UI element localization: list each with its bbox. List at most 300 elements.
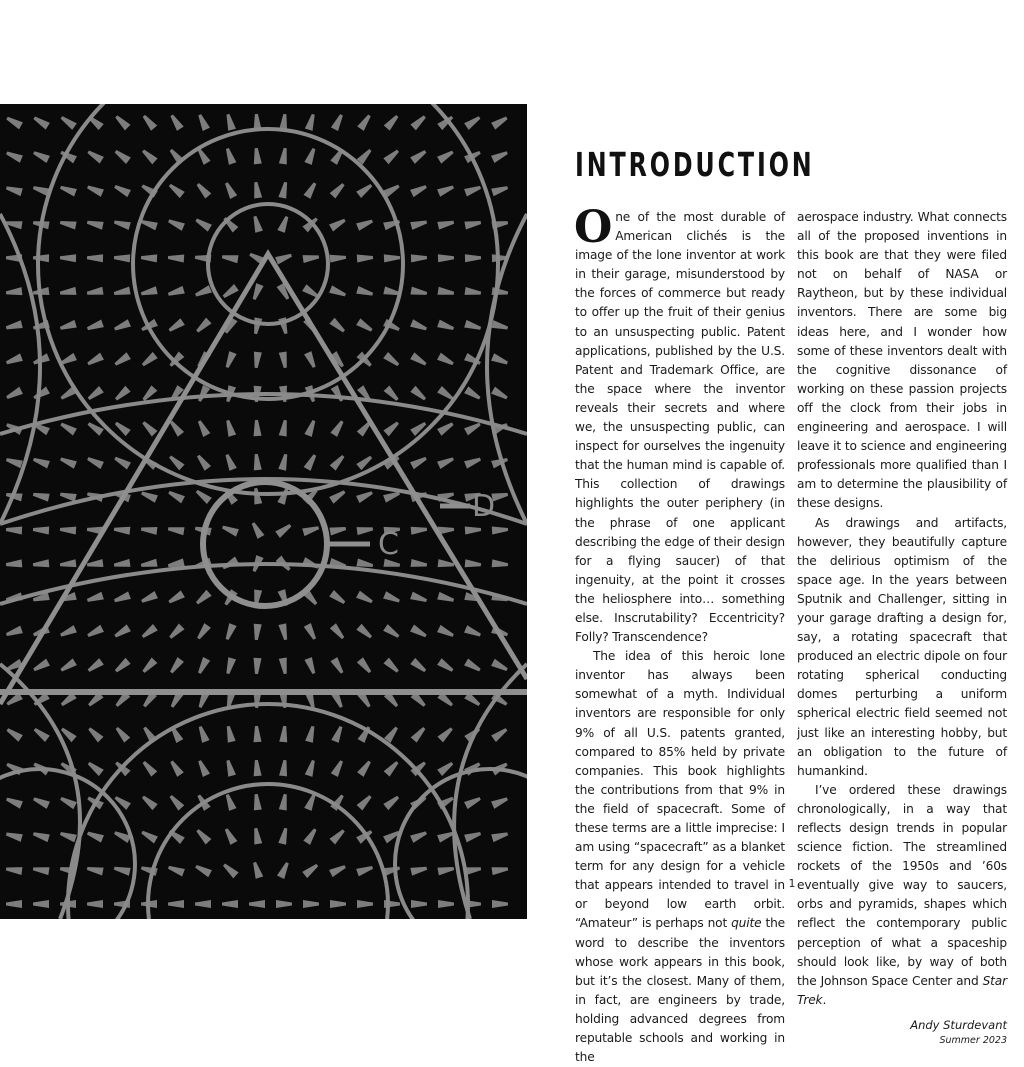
field-arrow xyxy=(329,318,346,335)
field-arrow xyxy=(437,320,455,333)
field-arrow xyxy=(411,525,428,534)
field-arrow xyxy=(279,726,288,743)
field-arrow xyxy=(196,725,209,743)
field-arrow xyxy=(60,254,76,262)
field-arrow xyxy=(194,863,212,878)
field-arrow xyxy=(465,287,482,297)
field-arrow xyxy=(491,659,509,673)
field-arrow xyxy=(357,525,374,535)
field-arrow xyxy=(383,591,401,605)
field-arrow xyxy=(114,254,130,263)
field-arrow xyxy=(384,254,400,263)
field-arrow xyxy=(113,148,131,164)
field-arrow xyxy=(113,420,130,436)
field-arrow xyxy=(279,148,289,165)
field-arrow xyxy=(5,726,23,742)
field-arrow xyxy=(252,352,262,369)
drop-cap: O xyxy=(574,202,613,253)
field-arrow xyxy=(86,829,104,842)
field-arrow xyxy=(464,455,482,468)
field-arrow xyxy=(383,420,400,437)
field-arrow xyxy=(6,559,23,568)
field-arrow xyxy=(491,320,509,332)
field-arrow xyxy=(437,218,454,229)
field-arrow xyxy=(113,658,130,674)
field-arrow xyxy=(86,320,104,333)
field-arrow xyxy=(304,147,317,165)
field-arrow xyxy=(356,318,374,333)
field-arrow xyxy=(304,657,317,675)
field-arrow xyxy=(223,793,236,811)
field-arrow xyxy=(437,726,454,743)
field-arrow xyxy=(141,254,157,263)
field-arrow xyxy=(464,421,482,436)
field-arrow xyxy=(465,525,482,534)
field-arrow xyxy=(410,455,428,470)
field-arrow xyxy=(438,559,455,569)
field-arrow xyxy=(86,218,103,229)
field-arrow xyxy=(32,659,50,674)
field-arrow xyxy=(141,759,158,776)
field-arrow xyxy=(278,181,289,198)
field-arrow xyxy=(329,863,347,877)
field-arrow xyxy=(5,795,23,808)
top-concentric-ring-2 xyxy=(133,129,403,399)
field-arrow xyxy=(223,623,236,641)
field-arrow xyxy=(303,253,320,263)
field-arrow xyxy=(196,759,210,777)
left-arc xyxy=(0,214,40,524)
field-arrow xyxy=(492,865,509,875)
field-arrow xyxy=(223,453,237,471)
field-arrow xyxy=(113,114,130,131)
field-arrow xyxy=(5,353,23,366)
field-arrow xyxy=(331,759,345,777)
field-arrow xyxy=(59,183,77,196)
text-page xyxy=(527,0,1024,1065)
field-arrow xyxy=(252,181,262,198)
field-arrow xyxy=(140,148,157,165)
field-arrow xyxy=(491,184,509,196)
field-arrow xyxy=(168,759,184,777)
field-arrow xyxy=(303,900,319,908)
field-arrow xyxy=(356,591,374,606)
field-arrow xyxy=(278,827,289,844)
field-arrow xyxy=(464,795,482,809)
field-arrow xyxy=(331,113,345,131)
field-arrow xyxy=(464,114,482,130)
field-arrow xyxy=(33,254,49,262)
field-arrow xyxy=(59,830,77,843)
field-arrow xyxy=(167,863,185,876)
field-arrow xyxy=(168,900,184,908)
bottom-right-ring xyxy=(395,769,527,919)
paragraph-5-text-b: . xyxy=(822,992,827,1007)
field-arrow xyxy=(195,623,211,641)
field-arrow xyxy=(252,624,261,641)
field-arrow xyxy=(87,900,103,908)
field-arrow xyxy=(356,217,374,230)
field-arrow xyxy=(304,351,318,369)
field-arrow xyxy=(437,625,455,639)
field-arrow xyxy=(32,830,50,842)
paragraph-2 xyxy=(575,647,785,1067)
field-arrow xyxy=(140,794,157,810)
field-arrow xyxy=(167,318,185,334)
field-arrow xyxy=(357,254,373,263)
field-arrow xyxy=(32,865,49,875)
field-arrow xyxy=(5,387,23,401)
field-arrow xyxy=(438,900,454,908)
field-arrow xyxy=(279,793,289,810)
field-arrow xyxy=(221,284,239,300)
field-arrow xyxy=(252,420,261,437)
field-arrow xyxy=(464,219,481,230)
field-arrow xyxy=(113,455,131,470)
field-arrow xyxy=(86,592,104,604)
field-arrow xyxy=(465,559,482,568)
field-arrow xyxy=(60,559,77,569)
field-arrow xyxy=(224,725,235,742)
field-arrow xyxy=(384,385,401,402)
field-arrow xyxy=(33,900,49,908)
label-c: C xyxy=(378,527,399,562)
field-arrow xyxy=(383,624,401,640)
field-arrow xyxy=(167,525,184,535)
field-arrow xyxy=(252,760,261,777)
field-arrow xyxy=(250,283,263,301)
field-arrow xyxy=(167,489,185,504)
field-arrow xyxy=(410,319,428,332)
field-arrow xyxy=(438,254,454,263)
field-lines xyxy=(0,104,527,919)
field-arrow xyxy=(437,353,455,368)
field-arrow xyxy=(195,827,212,844)
field-arrow xyxy=(252,726,261,742)
field-arrow xyxy=(357,113,373,131)
field-arrow xyxy=(277,861,291,879)
field-arrow xyxy=(330,657,345,675)
field-arrow xyxy=(383,148,400,165)
field-arrow xyxy=(33,559,50,568)
signature-date: Summer 2023 xyxy=(939,1034,1007,1046)
field-arrow xyxy=(6,287,23,297)
field-arrow xyxy=(5,184,23,196)
field-arrow xyxy=(195,900,211,908)
top-concentric-ring-3 xyxy=(38,104,498,494)
paragraph-2-text-a: The idea of this heroic lone inventor has always been somewhat of a myth. Individual inventors are responsible for only 9% of all U.S. patents granted, compared to 85% held by private companies. This book highlights the contributions from that 9% in the field of spacecraft. Some of these terms are a little imprecise: I am using “spacecraft” as a blanket term for any design for a vehicle that appears intended to travel in or beyond low earth orbit. “Amateur” is perhaps not xyxy=(575,649,785,931)
field-arrow xyxy=(410,287,427,298)
field-arrow xyxy=(464,184,482,197)
field-arrow xyxy=(5,320,22,332)
field-arrow xyxy=(279,657,289,674)
field-arrow xyxy=(411,900,427,908)
field-arrow xyxy=(140,352,157,368)
field-arrow xyxy=(59,658,77,673)
paragraph-5-emphasis: Star Trek xyxy=(797,973,1007,1007)
field-arrow xyxy=(223,181,237,199)
field-arrow xyxy=(224,147,237,165)
field-arrow xyxy=(113,624,131,639)
field-arrow xyxy=(32,490,49,501)
field-arrow xyxy=(251,861,264,879)
field-arrow xyxy=(410,658,428,674)
field-arrow xyxy=(305,725,317,742)
field-arrow xyxy=(437,592,455,604)
field-arrow xyxy=(252,827,262,844)
field-arrow xyxy=(252,794,262,811)
field-arrow xyxy=(384,759,401,776)
field-arrow xyxy=(59,320,77,332)
field-arrow xyxy=(59,455,77,469)
field-arrow xyxy=(252,454,262,471)
field-arrow xyxy=(196,657,210,675)
field-arrow xyxy=(113,864,130,875)
field-arrow xyxy=(86,148,104,163)
field-arrow xyxy=(304,419,317,437)
field-arrow xyxy=(303,827,318,845)
field-arrow xyxy=(252,317,263,334)
field-arrow xyxy=(410,625,428,640)
field-arrow xyxy=(464,625,482,639)
field-arrow xyxy=(60,287,77,297)
field-arrow xyxy=(411,254,427,263)
paragraph-1-text: ne of the most durable of American clichés is the image of the lone inventor at work in their garage, misunderstood by the forces of commerce but ready to offer up the fruit of their genius to an unsuspecting public. Patent applications, published by the U.S. Patent and Trademark Office, are the space where the inventor reveals their secrets and where we, the unsuspecting public, can inspect for ourselves the ingenuity that the human mind is capable of. This collection of drawings highlights the outer periphery (in the phrase of one applicant describing the edge of their design for a flying saucer) of that ingenuity, at the point it crosses the heliosphere into… something else. Inscrutability? Eccentricity? Folly? Transcendence? xyxy=(575,210,785,645)
field-arrow xyxy=(168,253,184,262)
field-arrow xyxy=(437,865,454,876)
field-arrow xyxy=(331,385,346,403)
field-arrow xyxy=(167,454,184,471)
field-arrow xyxy=(140,829,158,844)
paragraph-5 xyxy=(797,781,1007,1010)
field-arrow xyxy=(114,725,130,742)
field-arrow xyxy=(168,657,184,675)
field-arrow xyxy=(279,760,289,777)
field-arrow xyxy=(330,181,347,198)
field-arrow xyxy=(410,592,428,605)
field-arrow xyxy=(278,453,289,470)
field-arrow xyxy=(464,659,482,674)
field-arrow xyxy=(491,387,509,402)
field-arrow xyxy=(356,624,373,641)
field-arrow xyxy=(275,522,293,538)
field-arrow xyxy=(356,182,374,198)
field-arrow xyxy=(278,623,289,640)
field-arrow xyxy=(491,795,509,809)
field-arrow xyxy=(194,318,211,335)
label-d: D xyxy=(472,489,496,524)
field-arrow xyxy=(356,286,374,298)
field-arrow xyxy=(383,658,400,675)
field-arrow xyxy=(250,521,265,539)
field-arrow xyxy=(113,218,131,230)
field-arrow xyxy=(221,862,238,879)
field-arrow xyxy=(86,455,104,469)
field-arrow xyxy=(113,352,131,367)
author-name: Andy Sturdevant xyxy=(910,1017,1007,1032)
field-arrow xyxy=(304,453,319,471)
field-arrow xyxy=(6,865,23,875)
field-arrow xyxy=(279,351,290,368)
field-arrow xyxy=(86,726,103,743)
field-arrow xyxy=(302,862,320,878)
page-number: 1 xyxy=(788,877,796,890)
field-arrow xyxy=(167,182,184,198)
field-arrow xyxy=(492,900,508,908)
paragraph-4: As drawings and artifacts, however, they beautifully capture the delirious optimism of the space age. In the years between Sputnik and Challenger, sitting in your garage drafting a design for, say, a rotating spacecraft that produced an electric dipole on four rotating spherical conducting domes perturbing a uniform spherical electric field seemed not just like an interesting hobby, but an obligation to the future of humankind. xyxy=(797,515,1007,778)
field-arrow xyxy=(140,489,158,503)
field-arrow xyxy=(59,420,77,435)
field-arrow xyxy=(410,218,428,230)
field-arrow xyxy=(275,251,293,264)
field-arrow xyxy=(330,453,347,470)
field-arrow xyxy=(277,215,290,233)
field-arrow xyxy=(437,287,454,297)
field-arrow xyxy=(222,900,238,908)
field-arrow xyxy=(304,181,319,199)
field-arrow xyxy=(356,489,374,503)
field-arrow xyxy=(305,759,317,777)
field-arrow xyxy=(5,149,23,163)
field-arrow xyxy=(437,658,455,674)
field-arrow xyxy=(86,625,104,639)
field-arrow xyxy=(32,726,50,742)
field-arrow xyxy=(252,148,262,165)
field-arrow xyxy=(59,490,76,502)
paragraph-5-text-a: I’ve ordered these drawings chronologically, in a way that reflects design trends in popular science fiction. The streamlined rockets of the 1950s and ’60s eventually give way to saucers, orbs and pyramids, shapes which reflect the contemporary public perception of what a spaceship should look like, by way of both the Johnson Space Center and xyxy=(797,782,1007,988)
field-arrow xyxy=(410,183,428,197)
field-arrow xyxy=(196,419,211,437)
field-arrow xyxy=(113,591,131,604)
inner-circle-c xyxy=(203,482,327,606)
field-arrow xyxy=(87,254,103,263)
field-arrow xyxy=(330,900,346,908)
equipotential-curve-2 xyxy=(0,479,527,524)
field-arrow xyxy=(167,590,185,605)
field-arrow xyxy=(279,419,289,436)
paragraph-3: aerospace industry. What connects all of the proposed inventions in this book are that they were filed not on behalf of NASA or Raytheon, but by these individual inventors. There are some big ideas here, and I wonder how some of these inventors dealt with the cognitive dissonance of working on these passion projects off the clock from their jobs in engineering and aerospace. I will leave it to science and engineering professionals more qualified than I am to determine the plausibility of these designs. xyxy=(797,210,1007,511)
field-arrow xyxy=(410,864,427,875)
field-arrow xyxy=(194,216,212,231)
field-arrow xyxy=(113,287,130,298)
field-arrow xyxy=(140,218,158,231)
field-arrow xyxy=(329,590,347,606)
field-arrow xyxy=(437,455,455,469)
field-arrow xyxy=(32,114,50,129)
field-arrow xyxy=(86,183,104,197)
field-arrow xyxy=(410,148,428,164)
field-arrow xyxy=(221,253,238,263)
field-arrow xyxy=(331,725,344,743)
field-arrow xyxy=(114,525,131,535)
field-arrow xyxy=(252,658,261,674)
field-arrow xyxy=(491,149,509,163)
field-arrow xyxy=(86,760,104,776)
field-arrow xyxy=(141,420,158,437)
field-arrow xyxy=(168,113,183,131)
field-arrow xyxy=(196,113,210,131)
field-arrow xyxy=(141,113,157,130)
field-arrow xyxy=(437,420,455,435)
field-arrow xyxy=(141,525,158,535)
field-arrow xyxy=(224,759,236,777)
field-arrow xyxy=(6,900,22,908)
field-arrow xyxy=(32,149,50,163)
field-arrow xyxy=(410,829,428,843)
field-arrow xyxy=(113,319,131,333)
field-arrow xyxy=(330,253,347,262)
field-arrow xyxy=(223,351,236,369)
field-arrow xyxy=(276,900,292,908)
field-arrow xyxy=(410,386,427,402)
field-arrow xyxy=(305,113,317,131)
field-arrow xyxy=(492,559,509,568)
field-arrow xyxy=(32,795,50,809)
field-arrow xyxy=(491,353,509,367)
text-column-right xyxy=(797,208,1007,1046)
field-arrow xyxy=(356,864,374,877)
field-arrow xyxy=(86,865,103,876)
field-arrow xyxy=(410,114,427,131)
field-arrow xyxy=(464,830,482,843)
field-arrow xyxy=(5,456,23,469)
field-arrow xyxy=(252,487,263,504)
field-arrow xyxy=(464,386,482,401)
field-arrow xyxy=(492,526,508,535)
field-arrow xyxy=(411,559,428,569)
field-arrow xyxy=(329,525,346,536)
field-arrow xyxy=(5,626,23,639)
field-arrow xyxy=(140,286,157,297)
paragraph-2-text-b: the word to describe the inventors whose work appears in this book, but it’s the closest. Many of them, in fact, are engineers by trade, holding advanced degrees from reputable schools and working in the xyxy=(575,916,785,1065)
text-column-left xyxy=(574,202,785,1067)
field-arrow xyxy=(86,287,103,297)
field-arrow xyxy=(329,285,347,298)
field-arrow xyxy=(32,455,50,468)
field-arrow xyxy=(464,320,482,332)
field-arrow xyxy=(140,559,157,570)
top-concentric-ring-1 xyxy=(208,204,328,324)
field-arrow xyxy=(195,453,211,471)
field-arrow xyxy=(491,726,509,742)
field-arrow xyxy=(60,525,77,534)
field-arrow xyxy=(224,657,236,675)
field-arrow xyxy=(411,725,428,742)
field-arrow xyxy=(195,181,212,198)
paragraph-1 xyxy=(574,202,785,647)
field-arrow xyxy=(330,623,346,640)
field-arrow xyxy=(224,419,236,437)
field-arrow xyxy=(329,217,347,232)
field-arrow xyxy=(6,526,22,535)
field-arrow xyxy=(437,760,455,776)
field-arrow xyxy=(437,148,455,163)
field-arrow xyxy=(167,217,185,231)
field-arrow xyxy=(491,114,509,129)
field-arrow xyxy=(329,488,347,503)
field-arrow xyxy=(140,624,158,640)
field-arrow xyxy=(384,113,401,130)
field-arrow xyxy=(221,523,239,536)
field-arrow xyxy=(194,590,211,607)
field-arrow xyxy=(249,900,265,908)
field-arrow xyxy=(437,183,455,197)
field-arrow xyxy=(167,286,185,298)
field-arrow xyxy=(357,793,374,810)
field-arrow xyxy=(410,352,428,367)
signature-block xyxy=(797,1018,1007,1046)
field-arrow xyxy=(86,353,104,368)
